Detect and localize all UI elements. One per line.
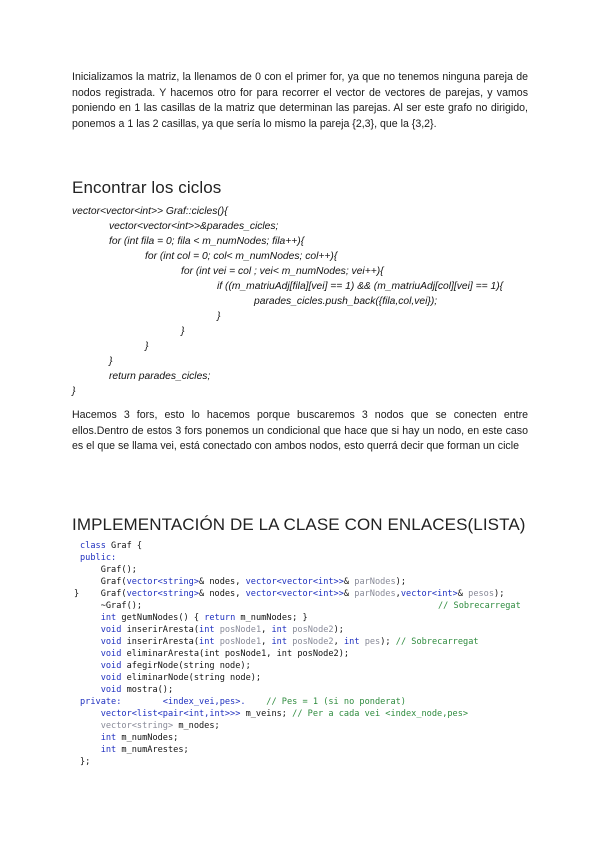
code-line: }: [72, 386, 76, 397]
code-line: class Graf {: [80, 541, 143, 551]
code-line: vector<vector<int>>&parades_cicles;: [109, 221, 279, 232]
code-line: vector<vector<int>> Graf::cicles(){: [72, 206, 228, 217]
code-line: for (int vei = col ; vei< m_numNodes; vei++){: [181, 266, 384, 277]
code-line: ~Graf(); // Sobrecarregat: [80, 601, 521, 611]
code-line: void eliminarNode(string node);: [100, 673, 262, 683]
code-line: }: [181, 326, 185, 337]
code-line: vector<string> m_nodes;: [100, 721, 220, 731]
code-line: return parades_cicles;: [109, 371, 211, 382]
section-title-cycles: Encontrar los ciclos: [72, 178, 222, 197]
code-line: parades_cicles.push_back({fila,col,vei});: [254, 296, 438, 307]
code-line: }: [145, 341, 149, 352]
section-title-class: IMPLEMENTACIÓN DE LA CLASE CON ENLACES(LISTA): [72, 515, 526, 534]
code-line: for (int fila = 0; fila < m_numNodes; fila++){: [109, 236, 305, 247]
code-line: int getNumNodes() { return m_numNodes; }: [100, 613, 308, 623]
code-line: void eliminarAresta(int posNode1, int posNode2);: [100, 649, 350, 659]
intro-paragraph: Inicializamos la matriz, la llenamos de 0 con el primer for, ya que no tenemos ninguna pareja de nodos registrada. Y hacemos otro for para recorrer el vector de vectores de parejas, y vamos poniendo en 1 las casillas de la matriz que determinan las parejas. Al ser este grafo no dirigido, ponemos a 1 las 2 casillas, ya que sería lo mismo la pareja {2,3}, que la {3,2}.: [72, 71, 528, 130]
cycles-explanation: Hacemos 3 fors, esto lo hacemos porque buscaremos 3 nodos que se conecten entre ellos.Dentro de estos 3 fors ponemos un condicional que hace que si hay un nodo, en este caso es el que se llama vei, está conectado con ambos nodos, esto querrá decir que forman un cicle: [72, 409, 528, 452]
code-line: void mostra();: [100, 685, 174, 695]
code-line: };: [80, 757, 91, 767]
code-line: if ((m_matriuAdj[fila][vei] == 1) && (m_matriuAdj[col][vei] == 1){: [217, 281, 504, 292]
code-line: private: <index_vei,pes>. // Pes = 1 (si no ponderat): [80, 697, 406, 707]
code-line: Graf();: [80, 565, 137, 575]
code-line: }: [109, 356, 113, 367]
code-line: Graf(vector<string>& nodes, vector<vector<int>>& parNodes,vector<int>& pesos);: [80, 589, 505, 599]
code-line: int m_numNodes;: [100, 733, 179, 743]
code-line: void afegirNode(string node);: [100, 661, 251, 671]
code-line: public:: [80, 553, 117, 563]
code-line: vector<list<pair<int,int>>> m_veins; // Per a cada vei <index_node,pes>: [100, 709, 469, 719]
code-line: void inserirAresta(int posNode1, int posNode2);: [100, 625, 344, 635]
code-line: Graf(vector<string>& nodes, vector<vector<int>>& parNodes);: [80, 577, 407, 587]
code-line: for (int col = 0; col< m_numNodes; col++){: [145, 251, 338, 262]
code-line: }: [217, 311, 221, 322]
code-line: int m_numArestes;: [100, 745, 189, 755]
stray-brace: }: [74, 589, 80, 599]
code-line: void inserirAresta(int posNode1, int posNode2, int pes); // Sobrecarregat: [100, 637, 479, 647]
